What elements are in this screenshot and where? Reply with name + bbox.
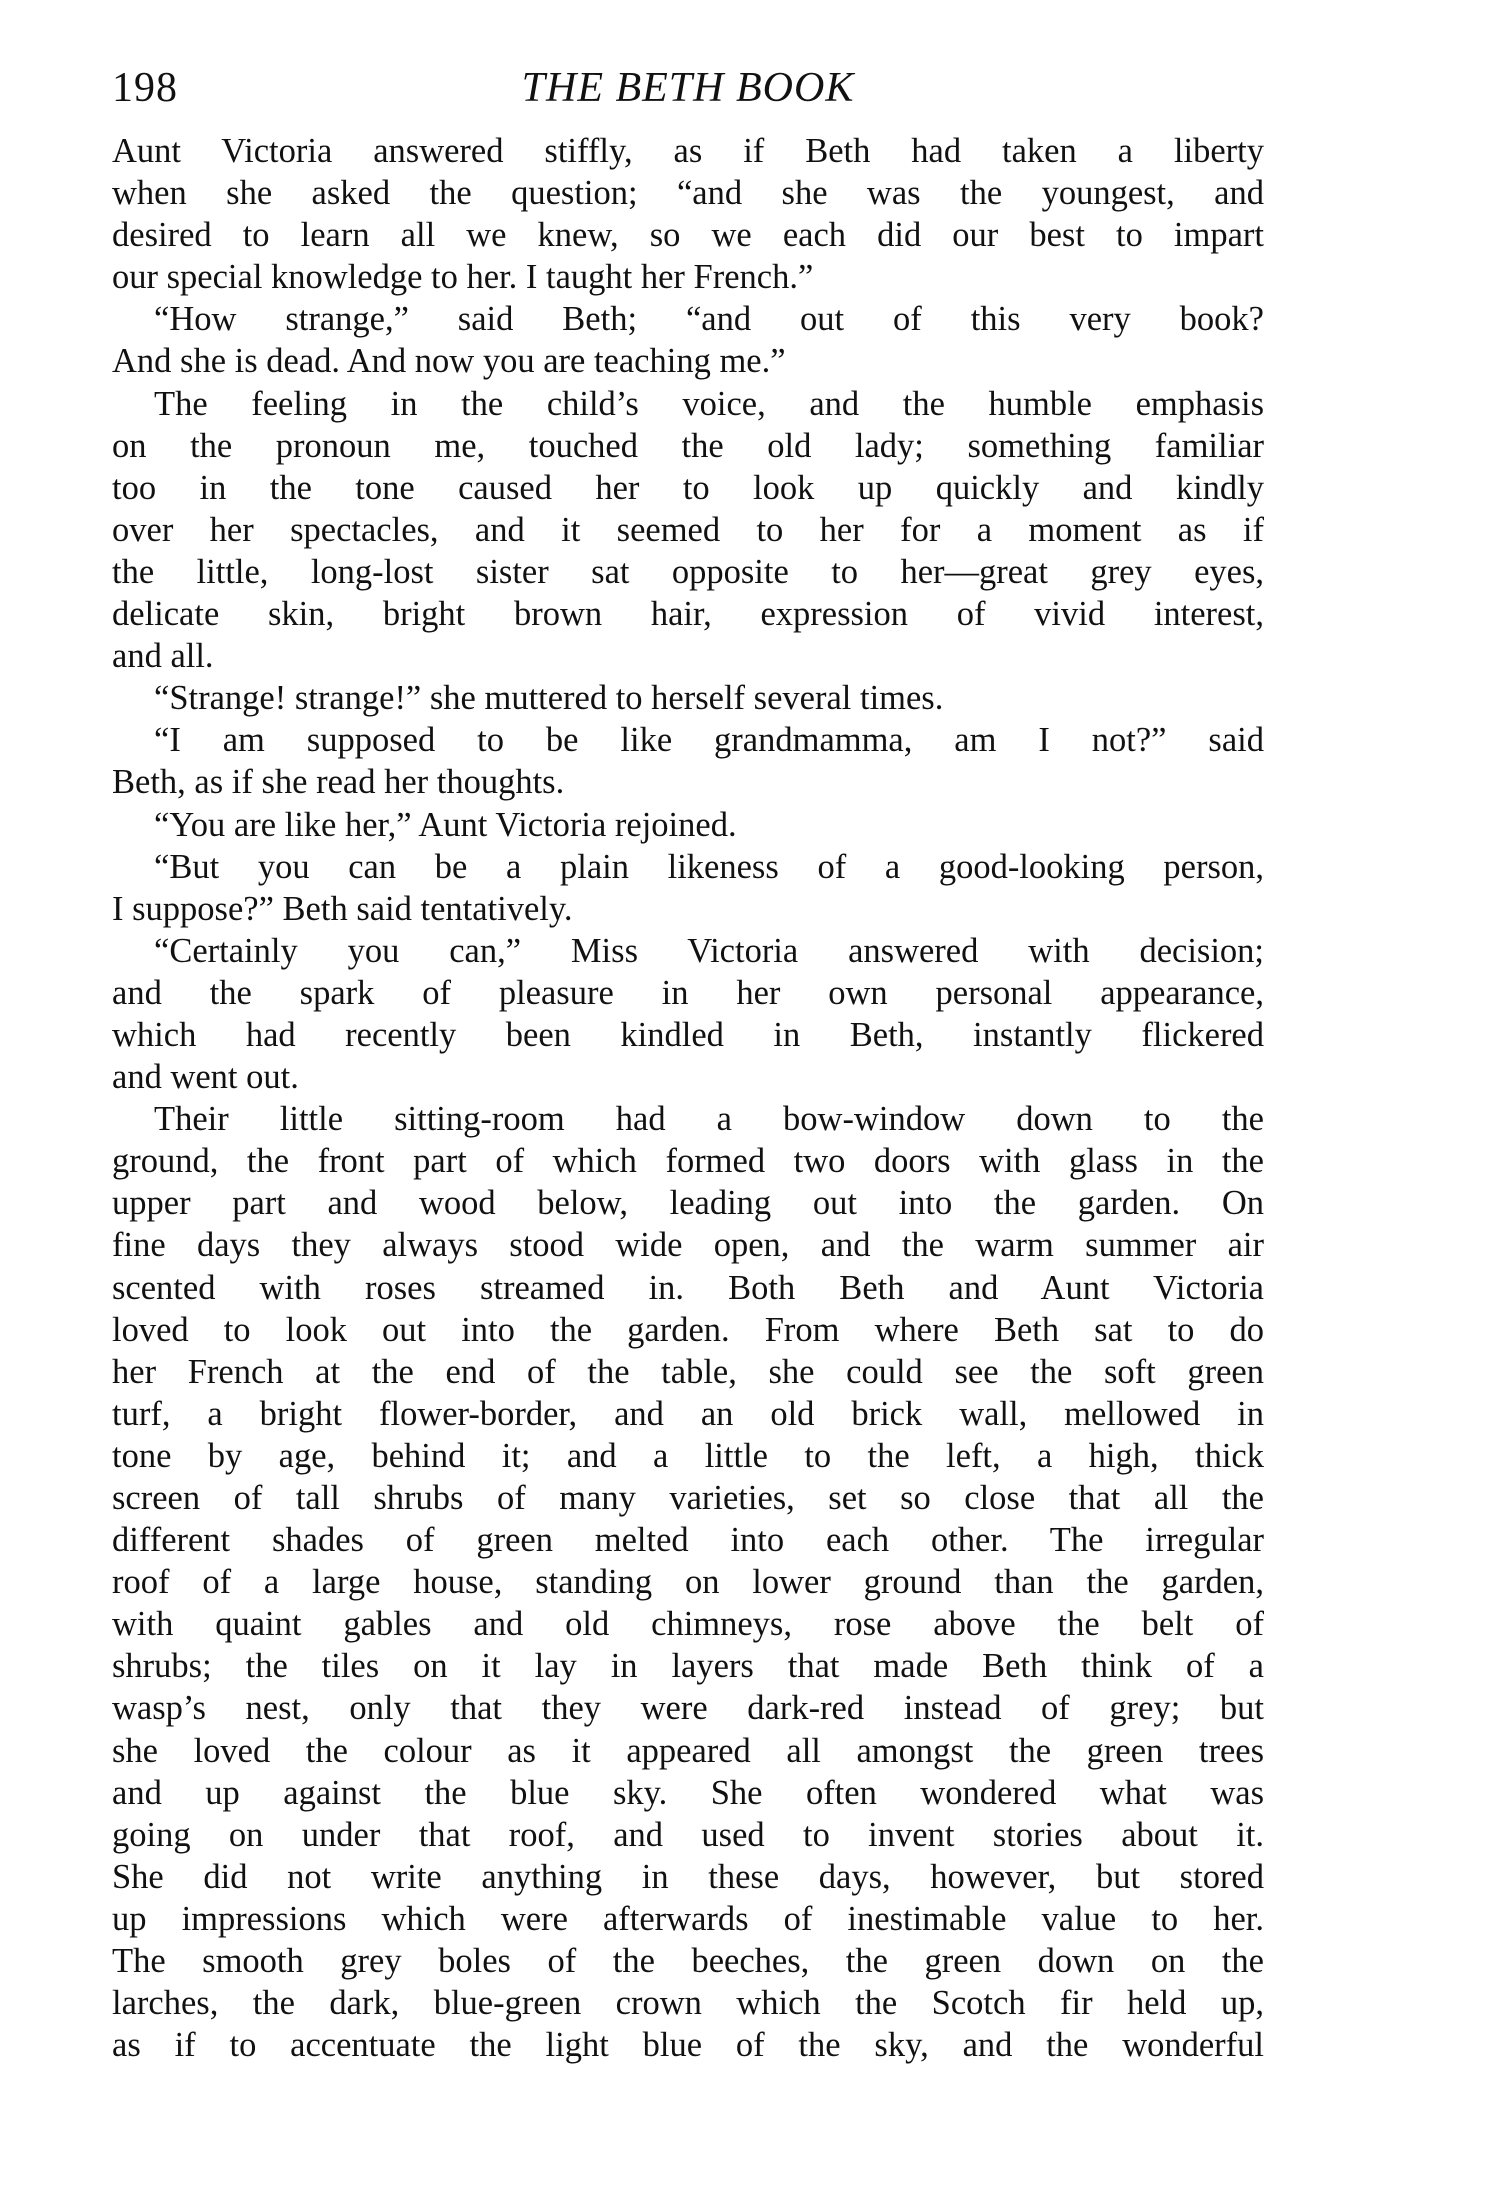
text-line: And she is dead. And now you are teaching me.” xyxy=(112,342,786,381)
text-line: and the spark of pleasure in her own personal appearance, xyxy=(112,973,1264,1012)
page-header xyxy=(112,60,1264,116)
text-line: ground, the front part of which formed two doors with glass in the xyxy=(112,1142,1264,1181)
text-line: the little, long-lost sister sat opposite to her—great grey eyes, xyxy=(112,552,1264,591)
text-line: and all. xyxy=(112,637,214,676)
text-line: wasp’s nest, only that they were dark-red instead of grey; but xyxy=(112,1689,1264,1728)
text-line: when she asked the question; “and she was the youngest, and xyxy=(112,174,1264,213)
text-line: roof of a large house, standing on lower ground than the garden, xyxy=(112,1563,1264,1602)
text-line: on the pronoun me, touched the old lady; something familiar xyxy=(112,426,1264,465)
text-line: Their little sitting-room had a bow-window down to the xyxy=(154,1100,1264,1139)
text-line: “But you can be a plain likeness of a good-looking person, xyxy=(154,847,1264,886)
text-line: she loved the colour as it appeared all amongst the green trees xyxy=(112,1731,1264,1770)
text-line: Aunt Victoria answered stiffly, as if Beth had taken a liberty xyxy=(112,132,1264,170)
text-line: with quaint gables and old chimneys, rose above the belt of xyxy=(112,1605,1264,1644)
text-line: delicate skin, bright brown hair, expression of vivid interest, xyxy=(112,595,1264,634)
text-line: different shades of green melted into each other. The irregular xyxy=(112,1521,1264,1560)
text-line: scented with roses streamed in. Both Beth and Aunt Victoria xyxy=(112,1268,1264,1307)
text-line: and went out. xyxy=(112,1058,299,1097)
text-line: and up against the blue sky. She often wondered what was xyxy=(112,1773,1264,1812)
text-line: her French at the end of the table, she could see the soft green xyxy=(112,1352,1264,1391)
text-line: “Strange! strange!” she muttered to herself several times. xyxy=(154,679,944,718)
text-line: up impressions which were afterwards of inestimable value to her. xyxy=(112,1899,1264,1938)
page-number: 198 xyxy=(112,65,178,111)
text-line: “Certainly you can,” Miss Victoria answered with decision; xyxy=(154,931,1264,970)
text-line: larches, the dark, blue-green crown which the Scotch fir held up, xyxy=(112,1984,1264,2023)
text-line: loved to look out into the garden. From where Beth sat to do xyxy=(112,1310,1264,1349)
text-line: over her spectacles, and it seemed to her for a moment as if xyxy=(112,510,1264,549)
text-line: desired to learn all we knew, so we each did our best to impart xyxy=(112,216,1264,255)
text-line: as if to accentuate the light blue of the sky, and the wonderful xyxy=(112,2026,1264,2065)
text-line: “You are like her,” Aunt Victoria rejoined. xyxy=(154,805,737,844)
text-line: screen of tall shrubs of many varieties, set so close that all the xyxy=(112,1479,1264,1517)
body-text xyxy=(112,130,1264,2066)
text-line: “I am supposed to be like grandmamma, am I not?” said xyxy=(154,721,1264,760)
text-line: shrubs; the tiles on it lay in layers that made Beth think of a xyxy=(112,1647,1264,1686)
text-line: Beth, as if she read her thoughts. xyxy=(112,763,565,802)
text-line: I suppose?” Beth said tentatively. xyxy=(112,889,573,928)
text-line: turf, a bright flower-border, and an old brick wall, mellowed in xyxy=(112,1394,1264,1433)
text-line: too in the tone caused her to look up quickly and kindly xyxy=(112,468,1264,507)
text-line: The smooth grey boles of the beeches, the green down on the xyxy=(112,1942,1264,1981)
text-line: our special knowledge to her. I taught her French.” xyxy=(112,258,814,297)
text-line: fine days they always stood wide open, and the warm summer air xyxy=(112,1226,1264,1265)
text-line: tone by age, behind it; and a little to the left, a high, thick xyxy=(112,1436,1264,1475)
text-line: upper part and wood below, leading out into the garden. On xyxy=(112,1184,1264,1223)
text-line: She did not write anything in these days, however, but stored xyxy=(112,1857,1264,1896)
text-line: The feeling in the child’s voice, and the humble emphasis xyxy=(154,384,1264,423)
running-title: THE BETH BOOK xyxy=(521,65,855,111)
text-line: going on under that roof, and used to invent stories about it. xyxy=(112,1815,1264,1854)
text-line: which had recently been kindled in Beth, instantly flickered xyxy=(112,1015,1264,1054)
text-line: “How strange,” said Beth; “and out of this very book? xyxy=(154,300,1264,339)
